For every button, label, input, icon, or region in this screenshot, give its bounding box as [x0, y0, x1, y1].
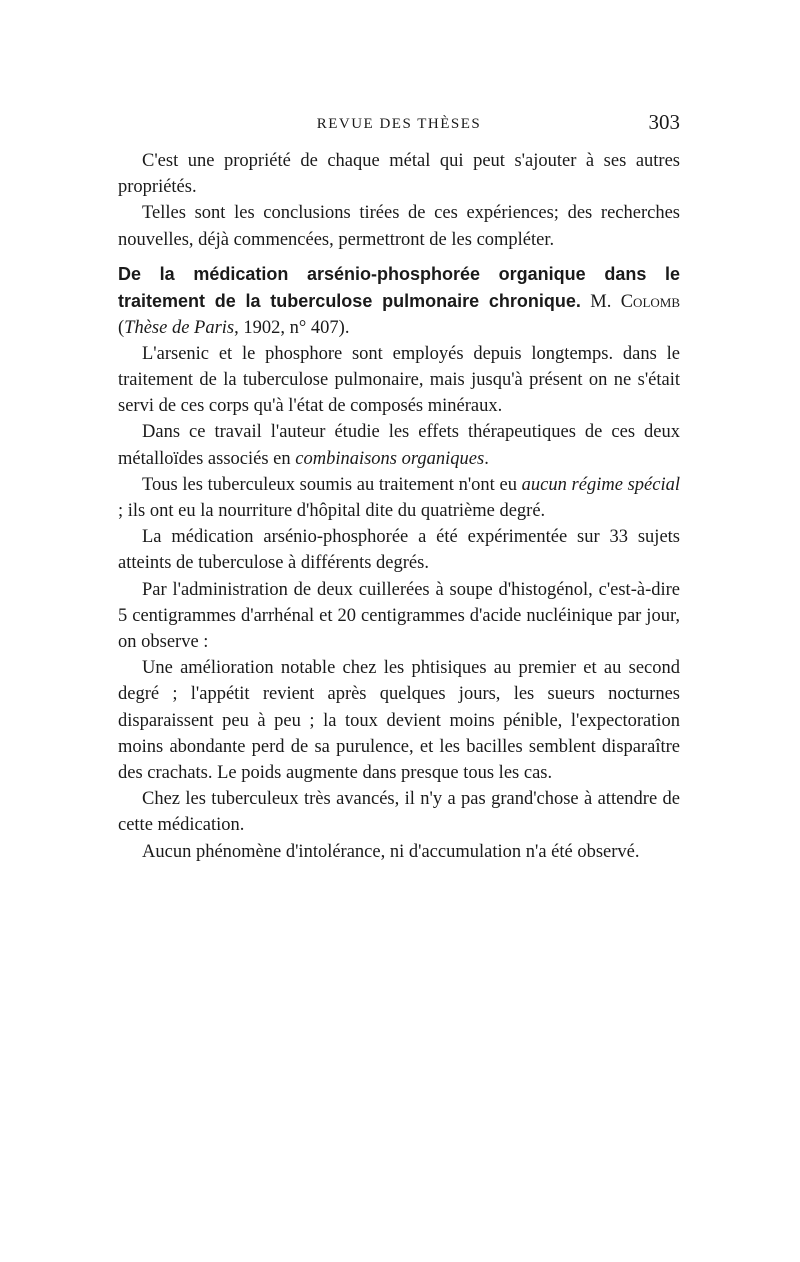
body-paragraph-3-end: ; ils ont eu la nourriture d'hôpital dite du quatrième degré.	[118, 501, 546, 522]
body-paragraph-2	[118, 419, 680, 471]
body-paragraph-5: Par l'administration de deux cuillerées à soupe d'histogénol, c'est-à-dire 5 centigrammes d'arrhénal et 20 centigrammes d'acide nucléinique par jour, on observe :	[118, 579, 680, 653]
heading-title: De la médication arsénio-phosphorée organique dans le traitement de la tuberculose pulmonaire chronique.	[118, 263, 680, 311]
organic-combinations-term: combinaisons organiques	[295, 448, 485, 469]
body-paragraph-2-end: .	[484, 448, 489, 469]
intro-paragraph-2: Telles sont les conclusions tirées de ces expériences; des recherches nouvelles, déjà commencées, permettront de les compléter.	[118, 203, 680, 250]
body-paragraph-7: Chez les tuberculeux très avancés, il n'y a pas grand'chose à attendre de cette médication.	[118, 789, 680, 836]
section-heading	[118, 261, 680, 341]
body-paragraph-3	[118, 472, 680, 524]
citation-details: , 1902, n° 407).	[234, 317, 350, 338]
body-paragraph-8: Aucun phénomène d'intolérance, ni d'accumulation n'a été observé.	[142, 841, 640, 862]
running-title: REVUE DES THÈSES	[316, 116, 482, 132]
body-paragraph-4: La médication arsénio-phosphorée a été expérimentée sur 33 sujets atteints de tuberculose à différents degrés.	[118, 527, 680, 574]
main-body	[118, 341, 680, 865]
thesis-citation	[118, 318, 349, 338]
page-header	[118, 110, 680, 140]
intro-paragraph-1: C'est une propriété de chaque métal qui peut s'ajouter à ses autres propriétés.	[118, 151, 680, 198]
author-name: Colomb	[620, 291, 681, 312]
body-paragraph-6: Une amélioration notable chez les phtisiques au premier et au second degré ; l'appétit revient après quelques jours, les sueurs nocturnes disparaissent peu à peu ; la toux devient moins pénible, l'expectoration moins abondante perd de sa purulence, et les bacilles semblent disparaître des crachats. Le poids augmente dans presque tous les cas.	[118, 658, 680, 784]
citation-open: (	[118, 317, 125, 338]
author-prefix: M.	[590, 291, 612, 312]
special-regime-term: aucun régime spécial	[521, 474, 680, 495]
thesis-title: Thèse de Paris	[124, 317, 235, 338]
body-paragraph-1: L'arsenic et le phosphore sont employés depuis longtemps. dans le traitement de la tuberculose pulmonaire, mais jusqu'à présent on ne s'était servi de ces corps qu'à l'état de composés minéraux.	[118, 343, 680, 417]
body-paragraph-3-text: Tous les tuberculeux soumis au traitement n'ont eu	[142, 474, 522, 495]
page-content	[118, 148, 680, 865]
page-number: 303	[648, 110, 680, 134]
body-paragraph-2-text: Dans ce travail l'auteur étudie les effets thérapeutiques de ces deux métalloïdes associés en	[118, 422, 680, 469]
intro-block	[118, 148, 680, 253]
